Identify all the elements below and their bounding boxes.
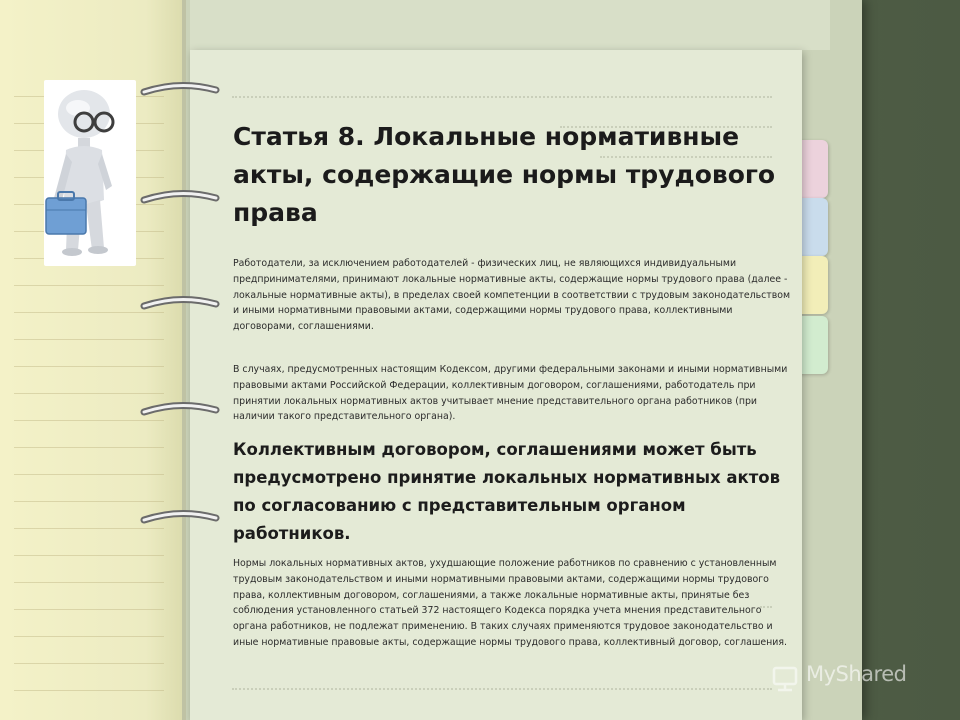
ruling-line — [232, 96, 772, 98]
emphasis-paragraph: Коллективным договором, соглашениями может быть предусмотрено принятие локальных нормативных актов по согласованию с представительным органом работников. — [233, 440, 781, 543]
paragraph-2: В случаях, предусмотренных настоящим Кодексом, другими федеральными законами и иными нормативными правовыми актами Российской Федерации, коллективным договором, соглашениями, работодатель при принятии локальных нормативных актов учитывает мнение представительного органа работников (при наличии такого представительного органа). — [233, 364, 788, 423]
binder-ring — [140, 80, 220, 102]
cover-edge — [182, 0, 186, 720]
binder-ring — [140, 188, 220, 210]
paragraph-1: Работодатели, за исключением работодателей - физических лиц, не являющихся индивидуальными предпринимателями, принимают локальные нормативные акты, содержащие нормы трудового права (далее - локальные нормативные акты), в пределах своей компетенции в соответствии с трудовым законодательством и иными нормативными правовыми актами, содержащими нормы трудового права, коллективными договорами, соглашениями. — [233, 258, 791, 333]
paragraph-3: Нормы локальных нормативных актов, ухудшающие положение работников по сравнению с установленным трудовым законодательством и иными нормативными правовыми актами, содержащими нормы трудового права, коллективным договором, соглашениями, а также локальные нормативные акты, принятые без соблюдения установленного статьей 372 настоящего Кодекса порядка учета мнения представительного органа работников, не подлежат применению. В таких случаях применяются трудовое законодательство и иные нормативные правовые акты, содержащие нормы трудового права, коллективный договор, соглашения. — [233, 558, 788, 648]
binder-ring — [140, 508, 220, 530]
ruling-line — [232, 688, 772, 690]
slide-title: Статья 8. Локальные нормативные акты, содержащие нормы трудового права — [233, 122, 776, 227]
tab-green — [798, 316, 828, 374]
person-with-briefcase-icon — [44, 80, 136, 266]
tab-blue — [798, 198, 828, 256]
tab-pink — [798, 140, 828, 198]
binder-ring — [140, 400, 220, 422]
binder-ring — [140, 294, 220, 316]
tab-yellow — [798, 256, 828, 314]
page-top-strip — [190, 0, 830, 50]
watermark-text: MyShared — [806, 662, 907, 686]
